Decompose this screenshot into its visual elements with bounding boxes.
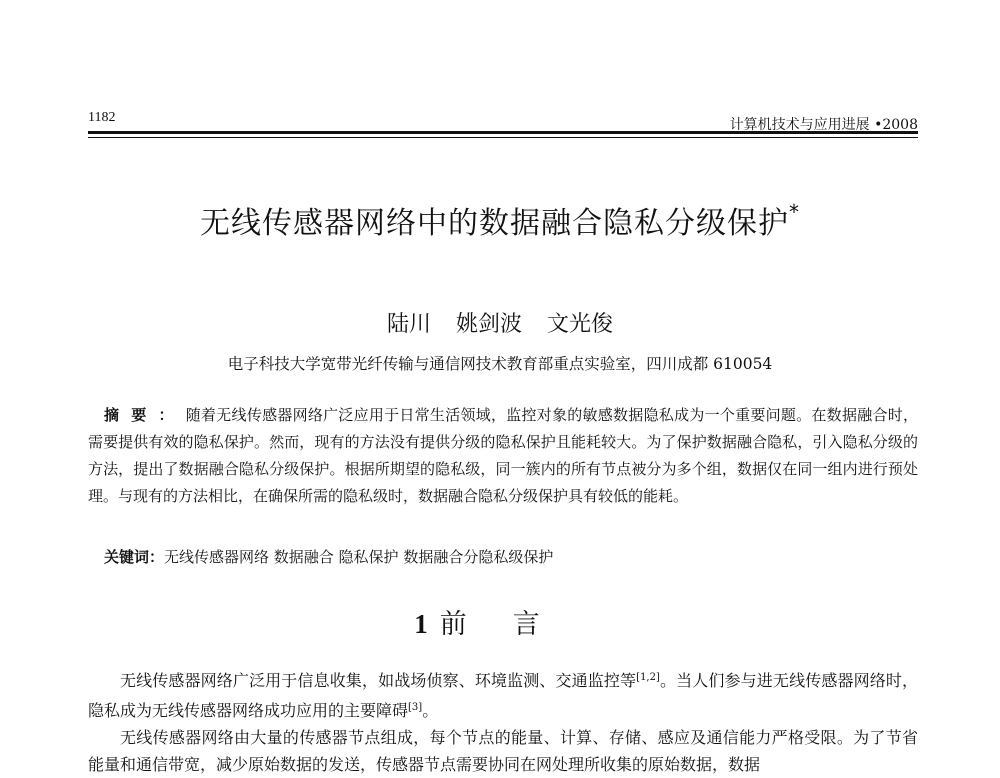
keywords-text: 无线传感器网络 数据融合 隐私保护 数据融合分隐私级保护 <box>164 548 554 566</box>
paragraph-text: 。 <box>422 701 439 720</box>
section-heading <box>0 602 1000 641</box>
paper-title <box>0 198 1000 242</box>
keywords <box>104 544 918 571</box>
paragraph <box>88 664 918 724</box>
paragraph-text: 无线传感器网络广泛用于信息收集，如战场侦察、环境监测、交通监控等 <box>120 671 637 690</box>
abstract <box>88 402 918 510</box>
title-footnote-mark: * <box>789 200 800 224</box>
page-number: 1182 <box>88 110 116 125</box>
paragraph: 无线传感器网络由大量的传感器节点组成，每个节点的能量、计算、存储、感应及通信能力严格受限。为了节省能量和通信带宽，减少原始数据的发送，传感器节点需要协同在网处理所收集的原始数据，数据 <box>88 728 918 774</box>
affiliation: 电子科技大学宽带光纤传输与通信网技术教育部重点实验室，四川成都 610054 <box>227 355 773 373</box>
header-rule-thick <box>88 131 918 134</box>
section-number: 1 <box>414 609 428 639</box>
paper-title-text: 无线传感器网络中的数据融合隐私分级保护 <box>200 206 789 241</box>
running-header <box>88 110 918 132</box>
authors: 陆川 姚剑波 文光俊 <box>387 312 613 337</box>
citation: [1,2] <box>636 672 660 683</box>
abstract-text: 随着无线传感器网络广泛应用于日常生活领域，监控对象的敏感数据隐私成为一个重要问题。在数据融合时，需要提供有效的隐私保护。然而，现有的方法没有提供分级的隐私保护且能耗较大。为了保护数据融合隐私，引入隐私分级的方法，提出了数据融合隐私分级保护。根据所期望的隐私级，同一簇内的所有节点被分为多个组，数据仅在同一组内进行预处理。与现有的方法相比，在确保所需的隐私级时，数据融合隐私分级保护具有较低的能耗。 <box>88 406 918 505</box>
body-text <box>88 664 918 778</box>
keywords-label: 关键词： <box>104 548 165 566</box>
journal-name: 计算机技术与应用进展 •2008 <box>729 117 918 133</box>
header-rule-thin <box>88 137 918 138</box>
citation: [3] <box>408 702 423 713</box>
section-title: 前言 <box>439 609 586 640</box>
abstract-label: 摘要： <box>104 406 186 424</box>
paragraph-text: 。当人们参与进无线传感器网络时，隐私成为无线传感器网络成功应用的主要障碍 <box>88 671 918 720</box>
